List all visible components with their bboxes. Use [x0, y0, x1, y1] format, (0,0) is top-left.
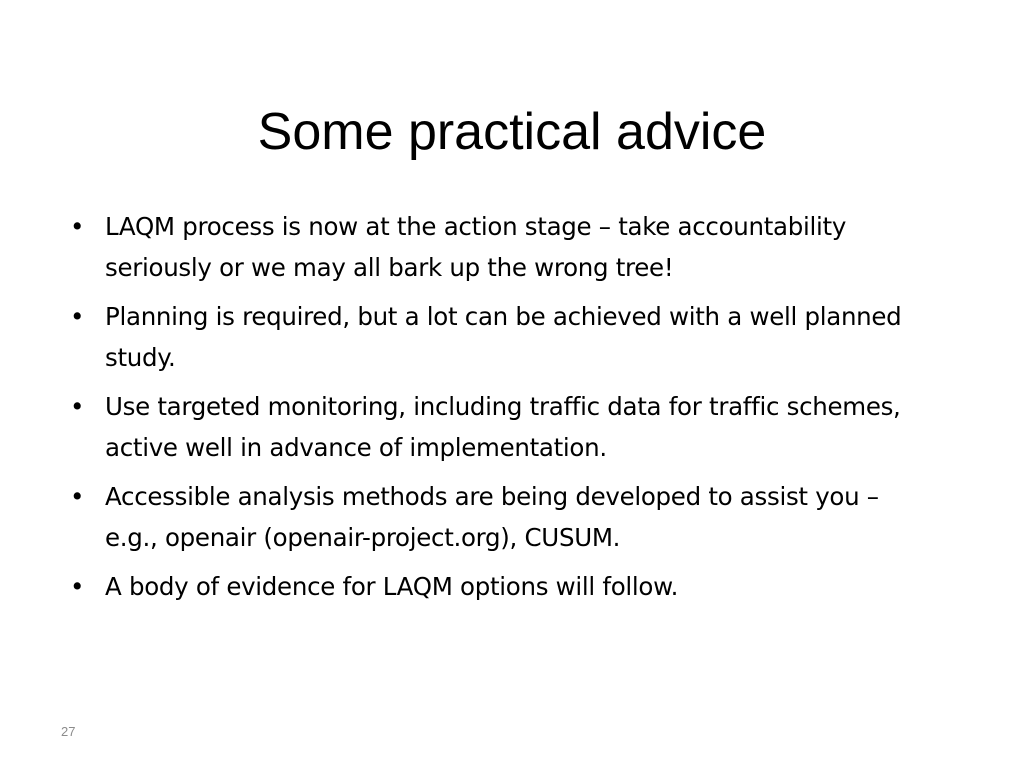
- page-number: 27: [61, 724, 76, 739]
- list-item: [70, 566, 930, 607]
- list-item: [70, 296, 930, 378]
- bullet-icon: •: [70, 392, 85, 421]
- bullet-text: Use targeted monitoring, including traffic data for traffic schemes, active well in advance of implementation.: [105, 392, 901, 462]
- bullet-icon: •: [70, 302, 85, 331]
- list-item: [70, 206, 930, 288]
- bullet-text: A body of evidence for LAQM options will follow.: [105, 572, 679, 601]
- bullet-list: [70, 206, 930, 615]
- bullet-icon: •: [70, 482, 85, 511]
- bullet-icon: •: [70, 572, 85, 601]
- bullet-icon: •: [70, 212, 85, 241]
- list-item: [70, 386, 930, 468]
- bullet-text: Planning is required, but a lot can be achieved with a well planned study.: [105, 302, 902, 372]
- list-item: [70, 476, 930, 558]
- bullet-text: LAQM process is now at the action stage – take accountability seriously or we may all bark up the wrong tree!: [105, 212, 847, 282]
- bullet-text: Accessible analysis methods are being developed to assist you – e.g., openair (openair-project.org), CUSUM.: [105, 482, 879, 552]
- slide-title: Some practical advice: [257, 103, 767, 161]
